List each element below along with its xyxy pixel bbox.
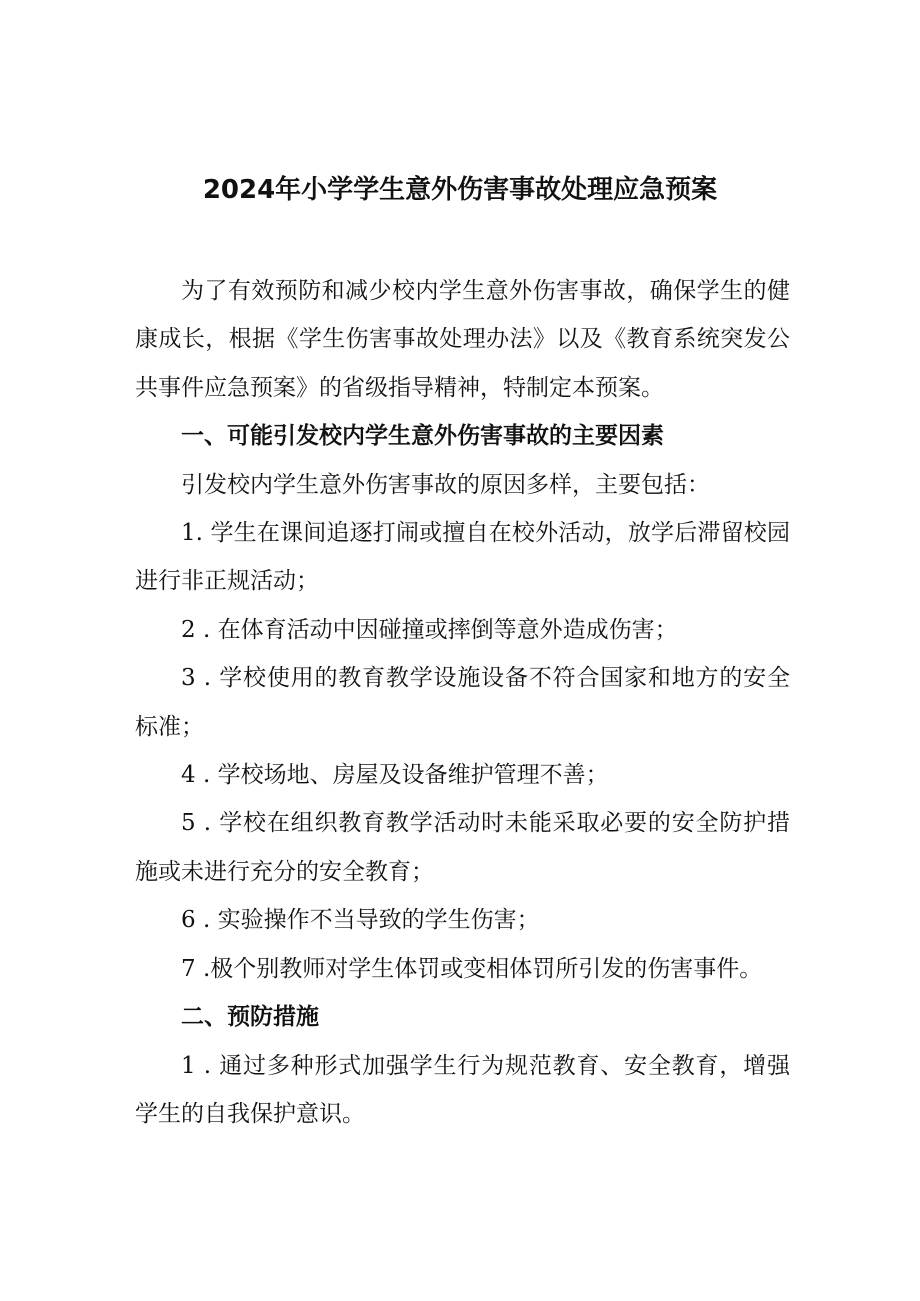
factor-item-4: 4 . 学校场地、房屋及设备维护管理不善； [181,762,609,789]
factor-item-6: 6 . 实验操作不当导致的学生伤害； [181,907,540,934]
factor-item-5: 5 . 学校在组织教育教学活动时未能采取必要的安全防护措施或未进行充分的安全教育； [135,810,790,885]
intro-paragraph: 为了有效预防和减少校内学生意外伤害事故，确保学生的健康成长，根据《学生伤害事故处理办法》以及《教育系统突发公共事件应急预案》的省级指导精神，特制定本预案。 [135,278,790,401]
factor-item-3: 3 . 学校使用的教育教学设施设备不符合国家和地方的安全标准； [135,665,790,740]
section-1-lead: 引发校内学生意外伤害事故的原因多样，主要包括： [181,471,710,498]
factor-item-1: 1. 学生在课间追逐打闹或擅自在校外活动，放学后滞留校园进行非正规活动； [135,520,790,595]
document-title: 2024年小学学生意外伤害事故处理应急预案 [202,175,718,205]
section-2-heading: 二、预防措施 [181,1004,319,1031]
factor-item-7: 7 .极个别教师对学生体罚或变相体罚所引发的伤害事件。 [181,955,763,982]
document-body [135,267,790,1138]
factor-item-2: 2 . 在体育活动中因碰撞或摔倒等意外造成伤害； [181,616,678,643]
measure-item-1: 1 . 通过多种形式加强学生行为规范教育、安全教育，增强学生的自我保护意识。 [135,1052,790,1127]
section-1-heading: 一、可能引发校内学生意外伤害事故的主要因素 [181,423,664,450]
